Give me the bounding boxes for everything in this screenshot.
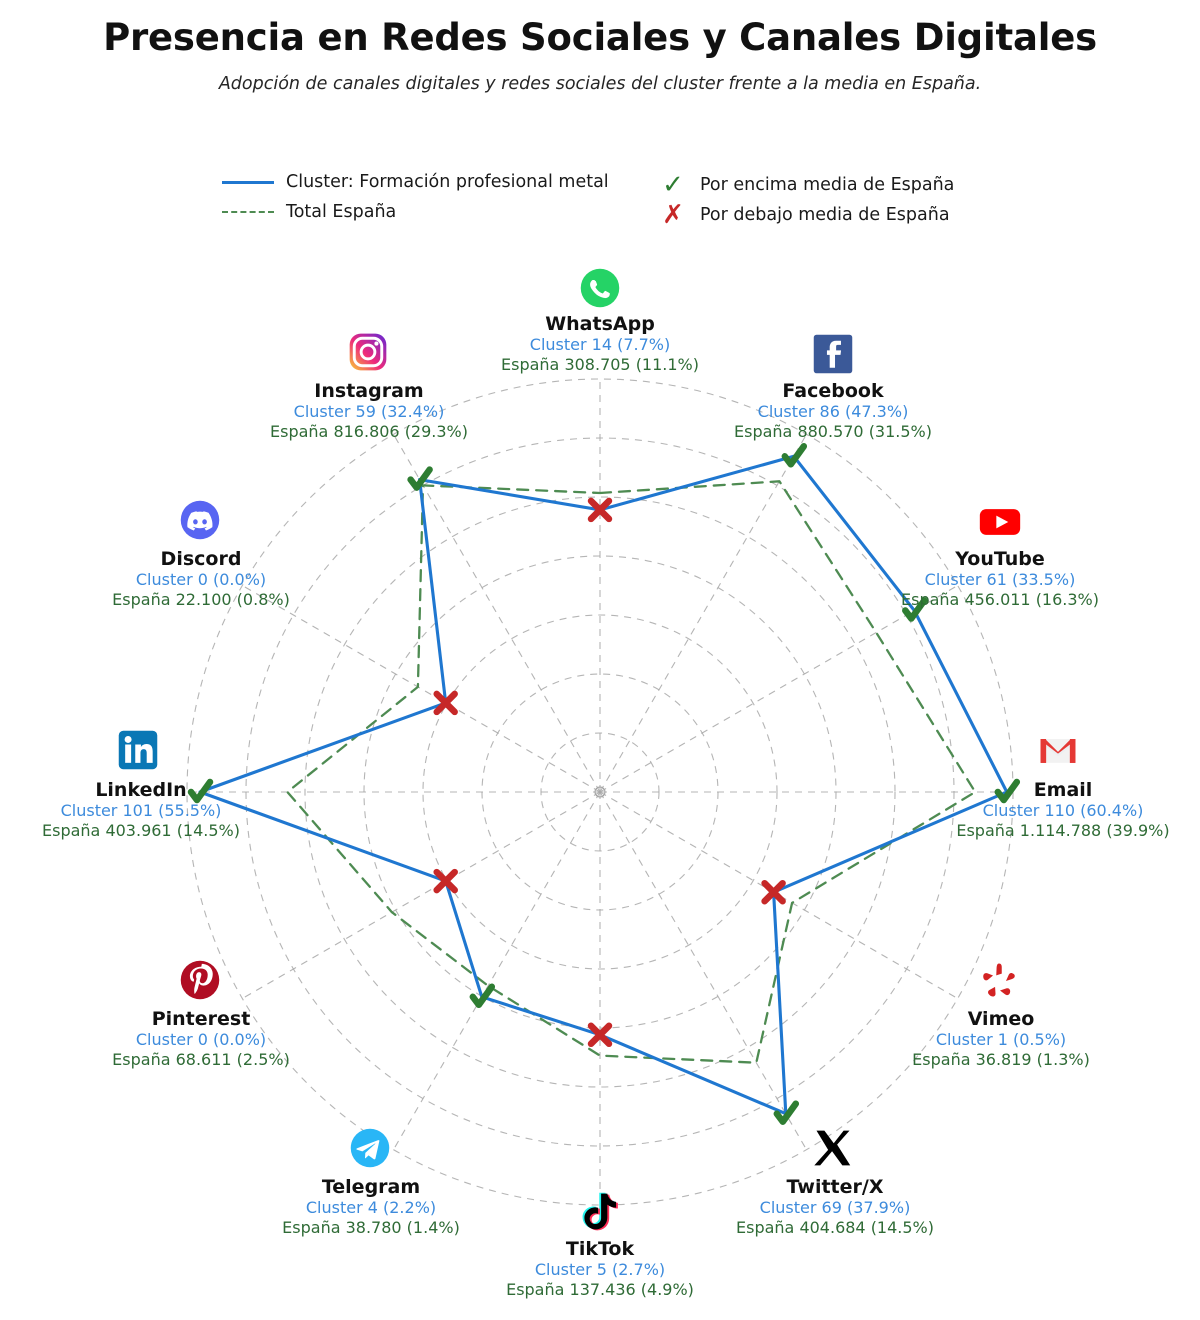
axis-name-youtube: YouTube: [955, 548, 1045, 570]
axis-name-whatsapp: WhatsApp: [545, 313, 655, 335]
page-subtitle: Adopción de canales digitales y redes sociales del cluster frente a la media en España.: [218, 74, 982, 94]
axis-cluster-value-youtube: Cluster 61 (33.5%): [924, 570, 1076, 590]
axis-espana-value-linkedin: España 403.961 (14.5%): [42, 820, 240, 840]
axis-cluster-value-email: Cluster 110 (60.4%): [982, 801, 1144, 821]
facebook-icon: [811, 332, 855, 376]
axis-espana-value-discord: España 22.100 (0.8%): [112, 589, 290, 609]
instagram-icon: [346, 330, 390, 374]
vimeo-icon: [977, 958, 1021, 1002]
axis-name-vimeo: Vimeo: [967, 1008, 1035, 1030]
axis-label-tiktok: [455, 1238, 745, 1299]
axis-cluster-value-linkedin: Cluster 101 (55.5%): [60, 801, 222, 821]
axis-cluster-value-telegram: Cluster 4 (2.2%): [305, 1198, 437, 1218]
axis-label-instagram: [224, 380, 514, 441]
axis-espana-value-youtube: España 456.011 (16.3%): [901, 589, 1099, 609]
axis-label-pinterest: [56, 1008, 346, 1069]
axis-name-facebook: Facebook: [782, 380, 884, 402]
axis-label-youtube: [855, 548, 1145, 609]
axis-espana-value-tiktok: España 137.436 (4.9%): [506, 1279, 694, 1299]
page-title: Presencia en Redes Sociales y Canales Digitales: [103, 16, 1097, 59]
axis-espana-value-facebook: España 880.570 (31.5%): [734, 421, 932, 441]
axis-label-facebook: [688, 380, 978, 441]
axis-espana-value-instagram: España 816.806 (29.3%): [270, 421, 468, 441]
axis-name-instagram: Instagram: [314, 380, 424, 402]
whatsapp-icon: [578, 266, 622, 310]
cross-icon: ✗: [662, 200, 684, 230]
axis-name-discord: Discord: [160, 548, 242, 570]
axis-cluster-value-whatsapp: Cluster 14 (7.7%): [529, 335, 671, 355]
axis-name-twitterx: Twitter/X: [786, 1176, 884, 1198]
axis-espana-value-twitterx: España 404.684 (14.5%): [736, 1217, 934, 1237]
axis-espana-value-telegram: España 38.780 (1.4%): [282, 1217, 460, 1237]
linkedin-icon: [116, 728, 160, 772]
legend-label-cluster: Cluster: Formación profesional metal: [286, 172, 609, 192]
pinterest-icon: [178, 958, 222, 1002]
axis-espana-value-vimeo: España 36.819 (1.3%): [912, 1049, 1090, 1069]
axis-label-vimeo: [856, 1008, 1146, 1069]
axis-label-email: [918, 779, 1200, 840]
axis-name-telegram: Telegram: [321, 1176, 421, 1198]
axis-label-telegram: [226, 1176, 516, 1237]
discord-icon: [178, 498, 222, 542]
axis-cluster-value-discord: Cluster 0 (0.0%): [135, 570, 267, 590]
tiktok-icon: [578, 1190, 622, 1234]
youtube-icon: [978, 500, 1022, 544]
axis-espana-value-email: España 1.114.788 (39.9%): [956, 820, 1170, 840]
legend-label-above: Por encima media de España: [700, 175, 955, 195]
legend-label-total: Total España: [286, 202, 397, 222]
telegram-icon: [348, 1126, 392, 1170]
axis-label-whatsapp: [455, 313, 745, 374]
axis-name-linkedin: LinkedIn: [95, 779, 187, 801]
axis-cluster-value-facebook: Cluster 86 (47.3%): [757, 402, 909, 422]
twitter-x-icon: [811, 1126, 855, 1170]
axis-espana-value-whatsapp: España 308.705 (11.1%): [501, 354, 699, 374]
axis-cluster-value-tiktok: Cluster 5 (2.7%): [534, 1260, 666, 1280]
axis-name-tiktok: TikTok: [565, 1238, 635, 1260]
axis-label-twitterx: [690, 1176, 980, 1237]
axis-cluster-value-twitterx: Cluster 69 (37.9%): [759, 1198, 911, 1218]
axis-cluster-value-vimeo: Cluster 1 (0.5%): [935, 1030, 1067, 1050]
axis-cluster-value-instagram: Cluster 59 (32.4%): [293, 402, 445, 422]
gmail-icon: [1036, 728, 1080, 772]
axis-espana-value-pinterest: España 68.611 (2.5%): [112, 1049, 290, 1069]
axis-name-email: Email: [1033, 779, 1093, 801]
axis-name-pinterest: Pinterest: [151, 1008, 251, 1030]
check-icon: ✓: [662, 170, 684, 200]
axis-label-discord: [56, 548, 346, 609]
axis-label-linkedin: [0, 779, 286, 840]
axis-cluster-value-pinterest: Cluster 0 (0.0%): [135, 1030, 267, 1050]
legend-label-below: Por debajo media de España: [700, 205, 950, 225]
